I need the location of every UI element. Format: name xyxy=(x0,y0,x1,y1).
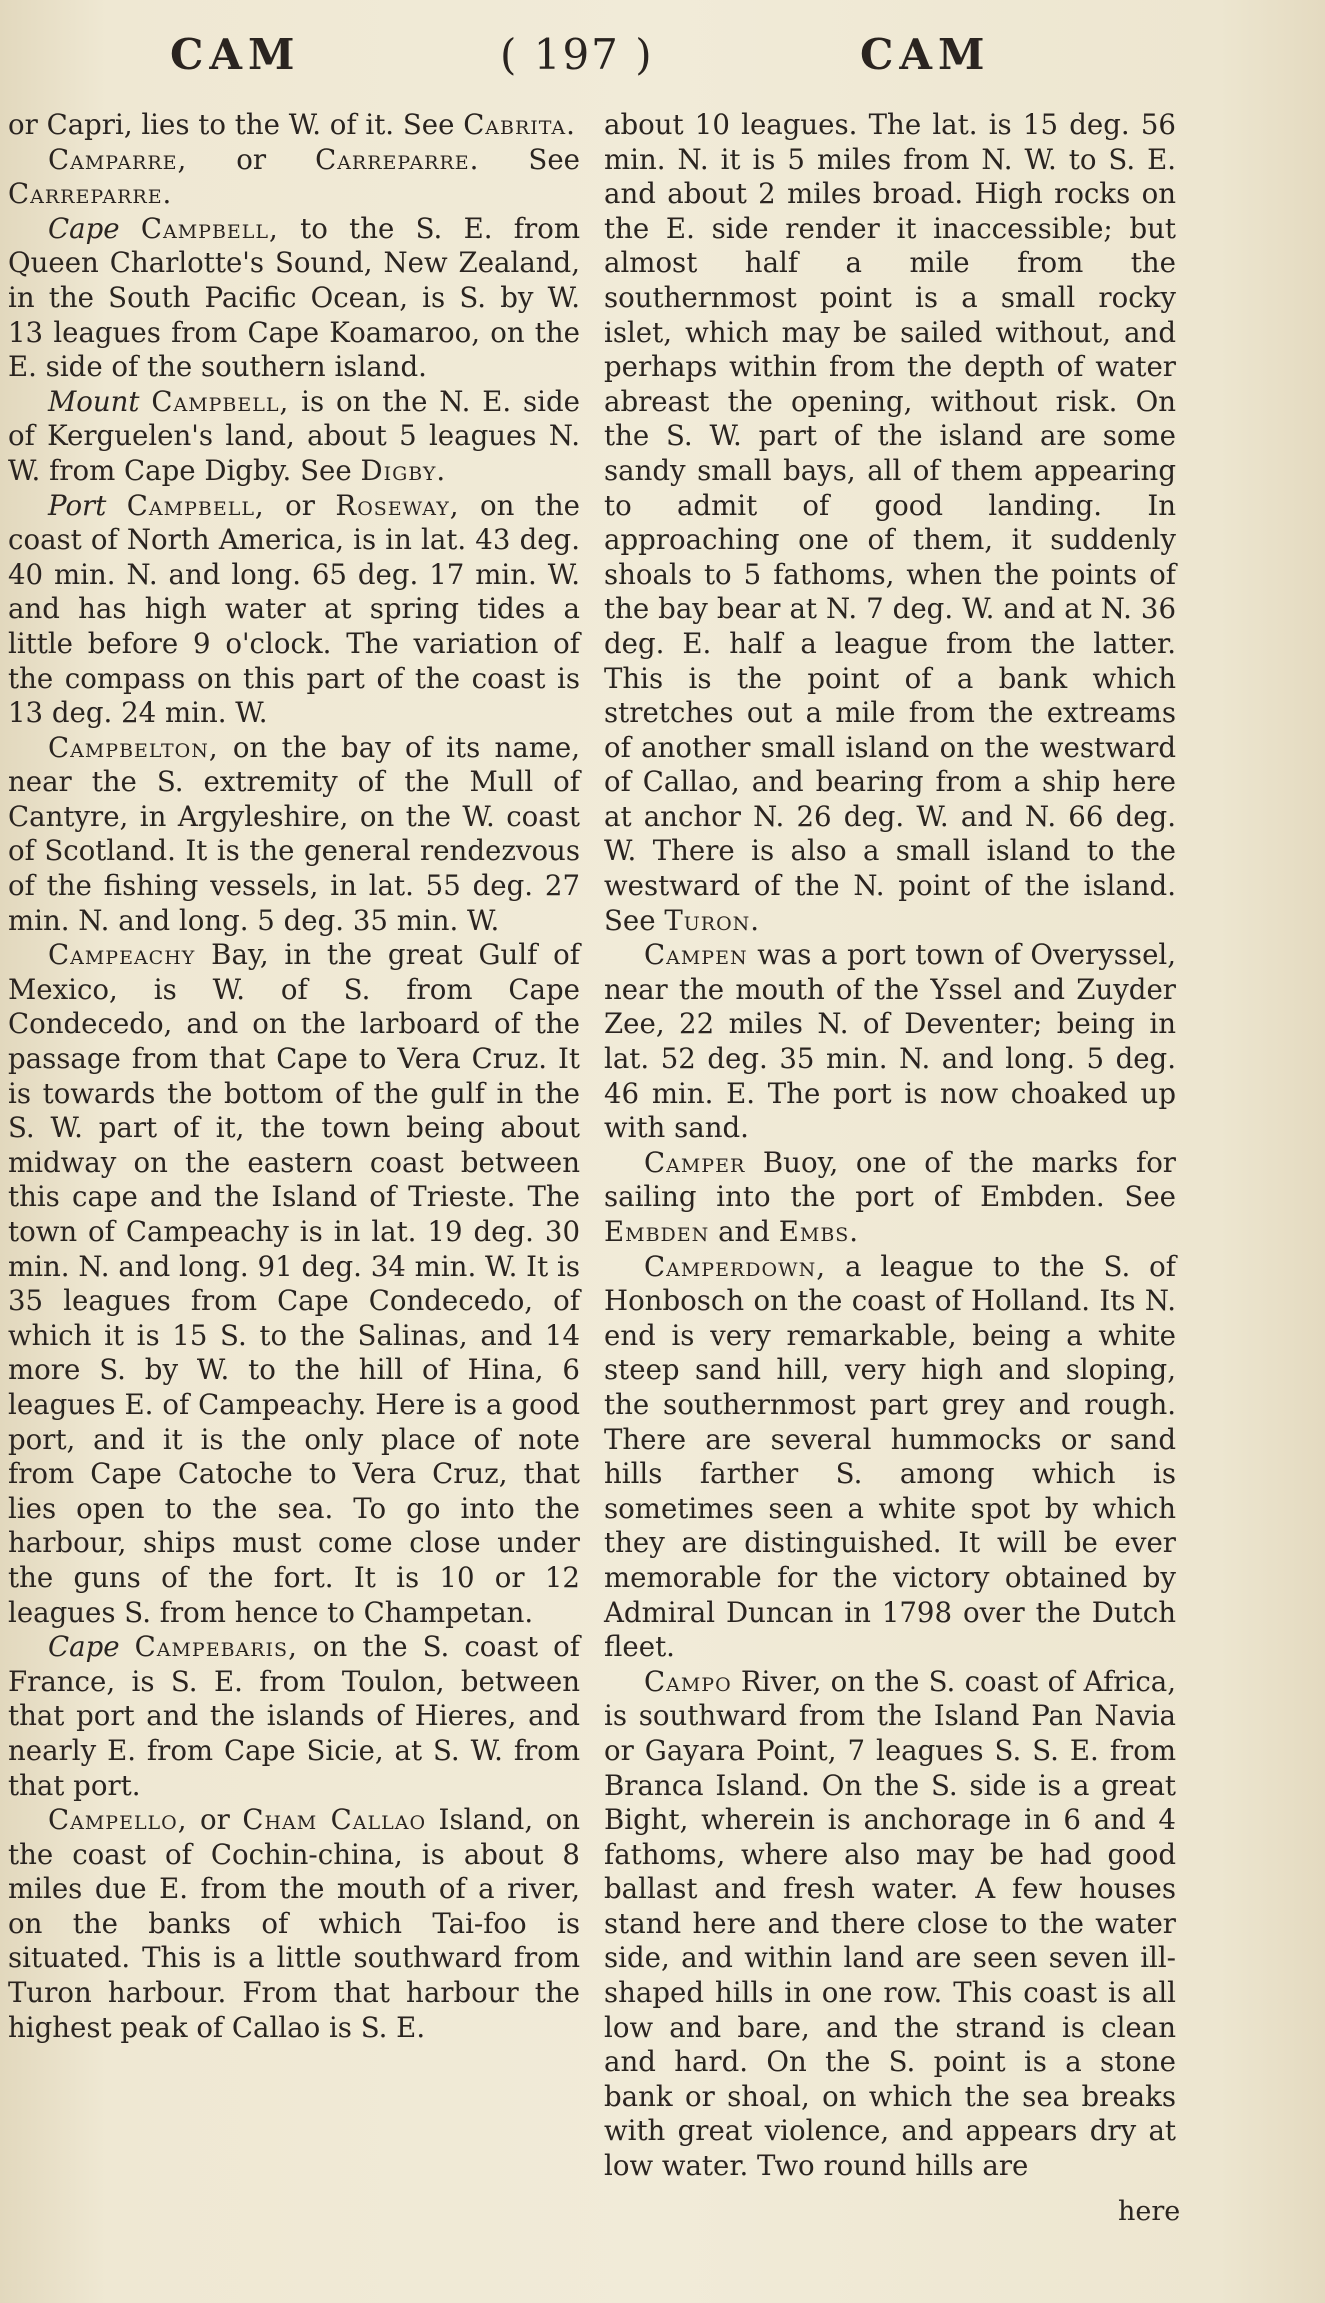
entry-qualifier: Port xyxy=(48,488,127,522)
entry-text: was a port town of Overyssel, near the mouth of the Yssel and Zuyder Zee, 22 miles N. of Deventer; being in lat. 52 deg. 35 min. N. and long. 5 deg. 46 min. E. The port is now choaked up with sand. xyxy=(604,938,1176,1145)
entry-headword: Campbell, xyxy=(126,488,265,522)
entry-headword: Campbell, xyxy=(140,211,279,245)
entry-headword: Digby. xyxy=(360,453,447,487)
gazetteer-entry xyxy=(8,108,580,143)
entry-text: or xyxy=(187,1803,243,1837)
entry-text: on the S. coast of France, is S. E. from Toulon, between that port and the islands of Hieres, and nearly E. from Cape Sicie, at S. W. from that port. xyxy=(8,1630,580,1802)
entry-headword: Campbell, xyxy=(151,384,290,418)
entry-qualifier: Cape xyxy=(48,1630,135,1664)
right-column xyxy=(604,108,1176,2184)
entry-headword: Campen xyxy=(644,938,748,972)
entry-headword: Campeachy xyxy=(48,938,196,972)
entry-headword: Camper xyxy=(644,1145,746,1179)
gazetteer-entry xyxy=(604,938,1176,1146)
entry-text: and xyxy=(709,1215,779,1248)
page-number: ( 197 ) xyxy=(500,30,654,79)
entry-text: or xyxy=(264,488,336,522)
gazetteer-entry xyxy=(8,489,580,731)
entry-headword: Carreparre. xyxy=(315,142,480,176)
entry-headword: Carreparre. xyxy=(8,177,173,211)
gazetteer-entry xyxy=(8,212,580,385)
entry-text: on the bay of its name, near the S. extremity of the Mull of Cantyre, in Argyleshire, on the W. coast of Scotland. It is the general rendezvous of the fishing vessels, in lat. 55 deg. 27 min. N. and long. 5 deg. 35 min. W. xyxy=(8,730,580,937)
gazetteer-entry xyxy=(8,385,580,489)
entry-text: on the coast of North America, is in lat. 43 deg. 40 min. N. and long. 65 deg. 17 min. W. and has high water at spring tides a little before 9 o'clock. The variation of the compass on this part of the coast is 13 deg. 24 min. W. xyxy=(8,488,580,730)
entry-text: Buoy, one of the marks for sailing into the port of Embden. See xyxy=(604,1145,1176,1214)
entry-text: to the S. E. from Queen Charlotte's Sound, New Zealand, in the South Pacific Ocean, is S. by W. 13 leagues from Cape Koamaroo, on the E. side of the southern island. xyxy=(8,211,580,384)
catchword: here xyxy=(1118,2196,1181,2227)
entry-text: See xyxy=(479,142,580,176)
entry-text: or xyxy=(187,142,316,176)
gazetteer-entry xyxy=(604,1146,1176,1250)
entry-text: or Capri, lies to the W. of it. See xyxy=(8,108,464,141)
entry-text: a league to the S. of Honbosch on the coast of Holland. Its N. end is very remarkable, being a white steep sand hill, very high and sloping, the southernmost part grey and rough. There are several hummocks or sand hills farther S. among which is sometimes seen a white spot by which they are distinguished. It will be ever memorable for the victory obtained by Admiral Duncan in 1798 over the Dutch fleet. xyxy=(604,1249,1176,1664)
entry-qualifier: Cape xyxy=(48,211,141,245)
left-column xyxy=(8,108,580,2045)
gazetteer-entry xyxy=(604,108,1176,938)
entry-text: about 10 leagues. The lat. is 15 deg. 56 min. N. it is 5 miles from N. W. to S. E. and about 2 miles broad. High rocks on the E. side render it inaccessible; but almost half a mile from the southernmost point is a small rocky islet, which may be sailed without, and perhaps within from the depth of water abreast the opening, without risk. On the S. W. part of the island are some sandy small bays, all of them appearing to admit of good landing. In approaching one of them, it suddenly shoals to 5 fathoms, when the points of the bay bear at N. 7 deg. W. and at N. 36 deg. E. half a league from the latter. This is the point of a bank which stretches out a mile from the extreams of another small island on the westward of Callao, and bearing from a ship here at anchor N. 26 deg. W. and N. 66 deg. W. There is also a small island to the westward of the N. point of the island. See xyxy=(604,108,1176,937)
gazetteer-entry xyxy=(8,731,580,939)
entry-headword: Turon. xyxy=(664,903,761,937)
entry-text: is on the N. E. side of Kerguelen's land, about 5 leagues N. W. from Cape Digby. See xyxy=(8,384,580,487)
gazetteer-entry xyxy=(604,1250,1176,1665)
gazetteer-entry xyxy=(8,143,580,212)
entry-headword: Campbelton, xyxy=(48,730,219,764)
header-right-word: CAM xyxy=(860,30,991,79)
entry-headword: Campo xyxy=(644,1664,732,1698)
entry-headword: Cham Callao xyxy=(242,1803,427,1837)
entry-headword: Embs. xyxy=(778,1215,860,1248)
entry-headword: Campebaris, xyxy=(134,1630,298,1664)
header-left-word: CAM xyxy=(170,30,301,79)
entry-headword: Camperdown, xyxy=(644,1249,826,1283)
entry-headword: Camparre, xyxy=(48,142,188,176)
gazetteer-entry xyxy=(604,1665,1176,2184)
gazetteer-entry xyxy=(8,938,580,1630)
entry-text: Island, on the coast of Cochin-china, is about 8 miles due E. from the mouth of a river, on the banks of which Tai-foo is situated. This is a little southward from Turon harbour. From that harbour the highest peak of Callao is S. E. xyxy=(8,1803,580,2044)
gazetteer-entry xyxy=(8,1630,580,1803)
entry-text: River, on the S. coast of Africa, is southward from the Island Pan Navia or Gayara Point, 7 leagues S. S. E. from Branca Island. On the S. side is a great Bight, wherein is anchorage in 6 and 4 fathoms, where also may be had good ballast and fresh water. A few houses stand here and there close to the water side, and within land are seen seven ill-shaped hills in one row. This coast is all low and bare, and the strand is clean and hard. On the S. point is a stone bank or shoal, on which the sea breaks with great violence, and appears dry at low water. Two round hills are xyxy=(604,1664,1176,2183)
entry-headword: Cabrita. xyxy=(463,108,576,141)
entry-qualifier: Mount xyxy=(48,384,152,418)
entry-headword: Campello, xyxy=(48,1803,188,1837)
running-header xyxy=(0,30,1325,90)
entry-text: Bay, in the great Gulf of Mexico, is W. of S. from Cape Condecedo, and on the larboard of the passage from that Cape to Vera Cruz. It is towards the bottom of the gulf in the S. W. part of it, the town being about midway on the eastern coast between this cape and the Island of Trieste. The town of Campeachy is in lat. 19 deg. 30 min. N. and long. 91 deg. 34 min. W. It is 35 leagues from Cape Condecedo, of which it is 15 S. to the Salinas, and 14 more S. by W. to the hill of Hina, 6 leagues E. of Campeachy. Here is a good port, and it is the only place of note from Cape Catoche to Vera Cruz, that lies open to the sea. To go into the harbour, ships must come close under the guns of the fort. It is 10 or 12 leagues S. from hence to Champetan. xyxy=(8,938,580,1629)
gazetteer-entry xyxy=(8,1803,580,2045)
entry-headword: Roseway, xyxy=(335,488,460,522)
entry-headword: Embden xyxy=(604,1215,710,1248)
